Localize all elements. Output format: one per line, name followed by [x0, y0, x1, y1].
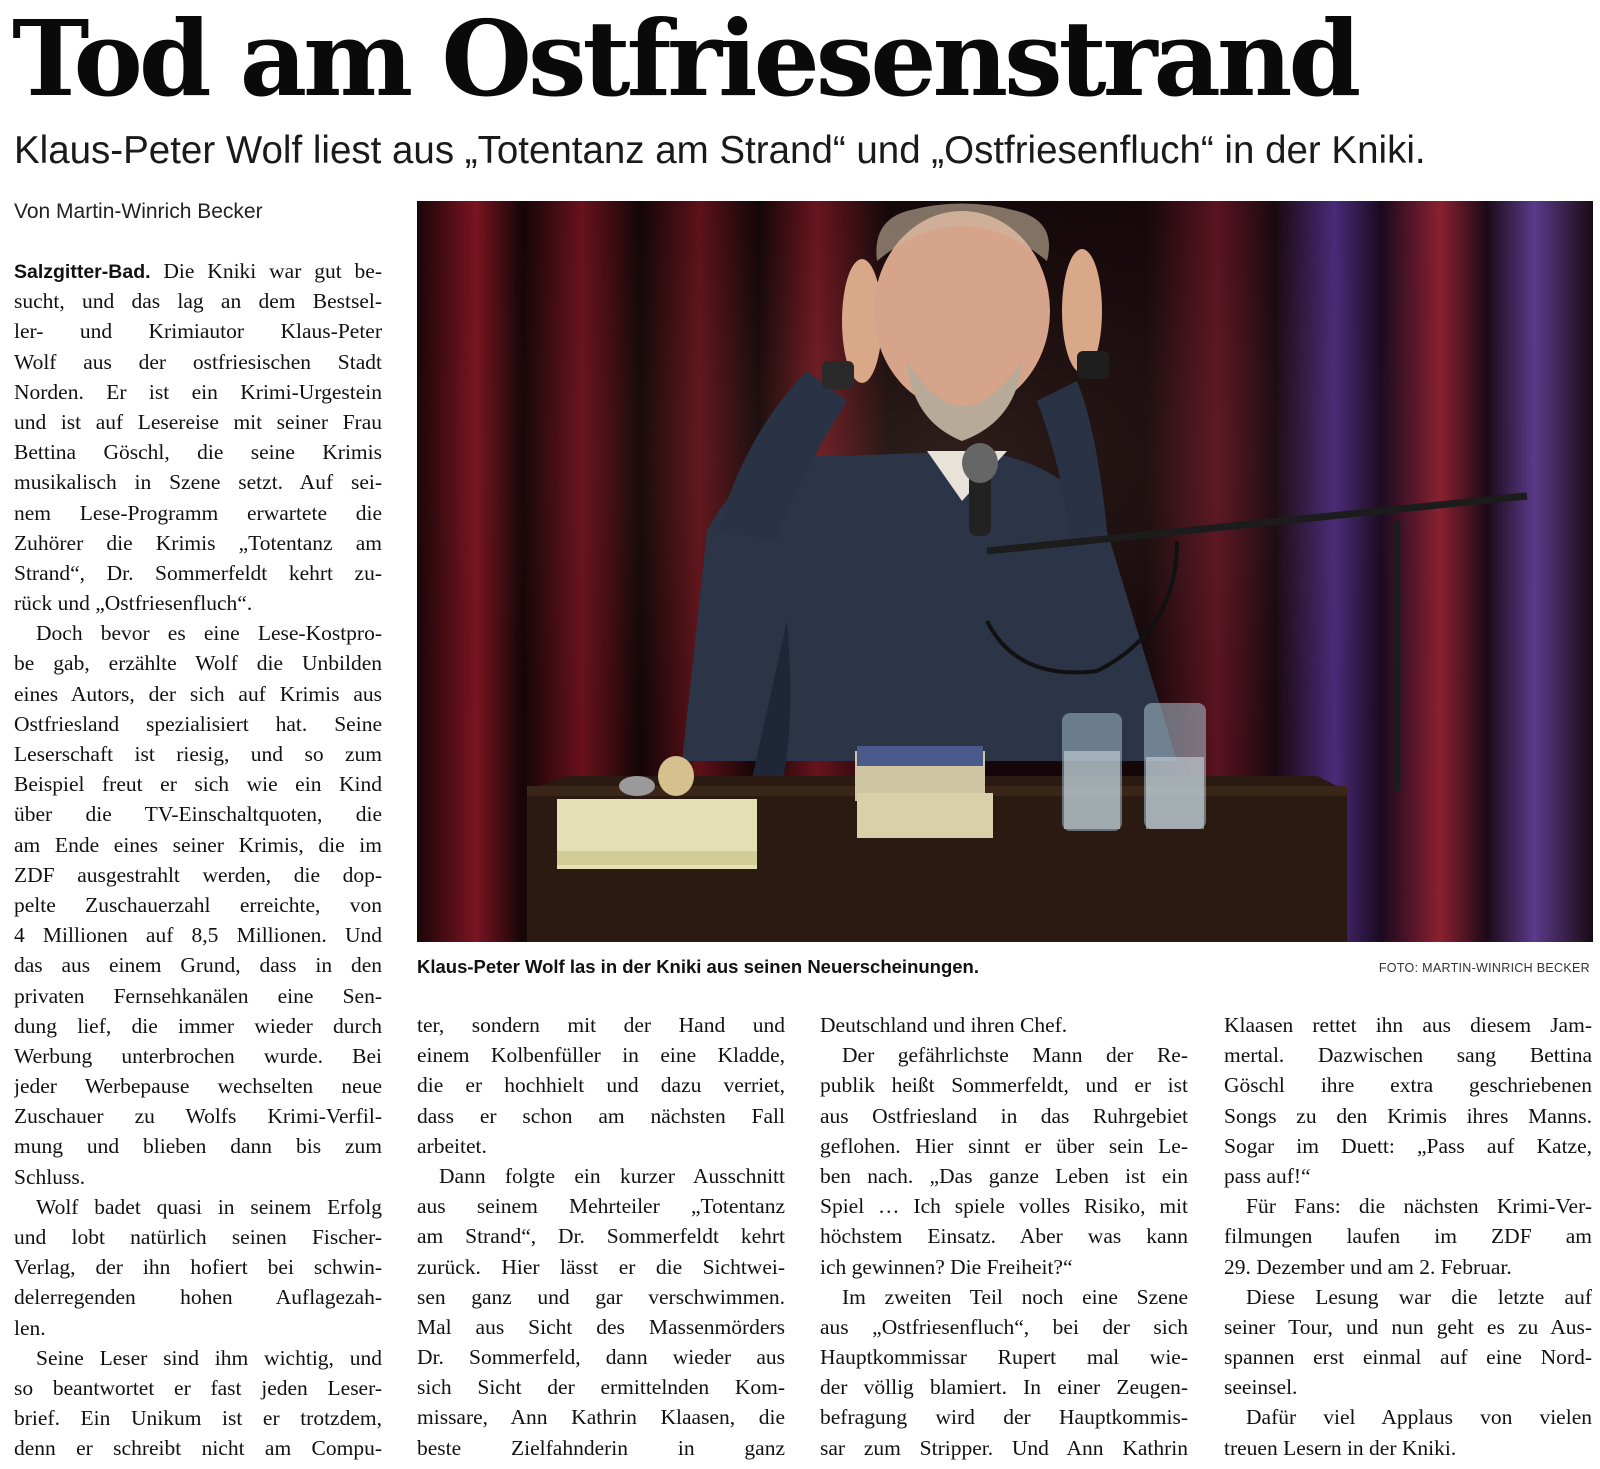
text-line: mung und blieben dann bis zum — [14, 1134, 382, 1159]
text-line: arbeitet. — [417, 1133, 487, 1158]
text-line: Sogar im Duett: „Pass auf Katze, — [1224, 1133, 1592, 1158]
text-column-3 — [820, 1010, 1188, 1463]
text-line: höchstem Einsatz. Aber was kann — [820, 1224, 1188, 1249]
text-line: Beispiel freut er sich wie ein Kind — [14, 772, 382, 797]
subheadline: Klaus-Peter Wolf liest aus „Totentanz am Strand“ und „Ostfriesenfluch“ in der Kniki. — [14, 129, 1426, 172]
text-line: Songs zu den Krimis ihres Manns. — [1224, 1103, 1592, 1128]
text-line: brief. Ein Unikum ist er trotzdem, — [14, 1406, 382, 1431]
text-line: Mal aus Sicht des Massenmörders — [417, 1314, 785, 1339]
text-span: Die Kniki war gut be- — [150, 259, 382, 283]
article-photo — [417, 201, 1593, 942]
text-line: seiner Tour, und nun geht es zu Aus- — [1224, 1314, 1592, 1339]
text-line: Strand“, Dr. Sommerfeldt kehrt zu- — [14, 560, 382, 585]
text-line: und ist auf Lesereise mit seiner Frau — [14, 409, 382, 434]
text-line: filmungen laufen im ZDF am — [1224, 1224, 1592, 1249]
text-line: beste Zielfahnderin in ganz — [417, 1435, 785, 1460]
text-line: missare, Ann Kathrin Klaasen, die — [417, 1405, 785, 1430]
text-line: delerregenden hohen Auflagezah- — [14, 1285, 382, 1310]
text-line: Spiel … Ich spiele volles Risiko, mit — [820, 1194, 1188, 1219]
text-line: len. — [14, 1315, 46, 1340]
text-line: Bettina Göschl, die seine Krimis — [14, 440, 382, 465]
text-line: Leserschaft ist riesig, und so zum — [14, 742, 382, 766]
text-line: aus seinem Mehrteiler „Totentanz — [417, 1194, 785, 1219]
text-line: Klaasen rettet ihn aus diesem Jam- — [1224, 1013, 1592, 1037]
text-line: Zuhörer die Krimis „Totentanz am — [14, 530, 382, 555]
text-column-2 — [417, 1010, 785, 1463]
text-line: eines Autors, der sich auf Krimis aus — [14, 681, 382, 706]
text-line: ter, sondern mit der Hand und — [417, 1013, 785, 1037]
text-line: über die TV-Einschaltquoten, die — [14, 802, 382, 827]
text-line: so beantwortet er fast jeden Leser- — [14, 1375, 382, 1400]
text-line: ZDF ausgestrahlt werden, die dop- — [14, 862, 382, 887]
text-line: jeder Werbepause wechselten neue — [14, 1074, 382, 1099]
text-line: Für Fans: die nächsten Krimi-Ver- — [1246, 1194, 1592, 1219]
text-line: musikalisch in Szene setzt. Auf sei- — [14, 470, 382, 495]
text-line: Verlag, der ihn hofiert bei schwin- — [14, 1255, 382, 1280]
text-line: treuen Lesern in der Kniki. — [1224, 1435, 1457, 1460]
text-line: Der gefährlichste Mann der Re- — [842, 1043, 1188, 1068]
text-line: das aus einem Grund, dass in den — [14, 953, 382, 978]
text-line: seeinsel. — [1224, 1375, 1298, 1400]
text-column-1 — [14, 256, 382, 1464]
dateline: Salzgitter-Bad. — [14, 261, 151, 283]
photo-credit: FOTO: MARTIN-WINRICH BECKER — [1378, 961, 1590, 975]
text-line: Dr. Sommerfeld, dann wieder aus — [417, 1345, 785, 1370]
text-line: 4 Millionen auf 8,5 Millionen. Und — [14, 923, 382, 948]
text-line: Schluss. — [14, 1164, 86, 1189]
text-line: sucht, und das lag an dem Bestsel- — [14, 289, 382, 314]
photo-caption: Klaus-Peter Wolf las in der Kniki aus seinen Neuerscheinungen. — [417, 956, 980, 977]
text-line: die er hochhielt und dazu verriet, — [417, 1073, 785, 1098]
text-line: der völlig blamiert. In einer Zeugen- — [820, 1375, 1188, 1400]
text-line: Werbung unterbrochen wurde. Bei — [14, 1043, 382, 1068]
text-line: ich gewinnen? Die Freiheit?“ — [820, 1254, 1073, 1279]
text-line: dung lief, die immer wieder durch — [14, 1013, 382, 1038]
text-line: aus „Ostfriesenfluch“, bei der sich — [820, 1314, 1188, 1339]
text-line: denn er schreibt nicht am Compu- — [14, 1436, 382, 1461]
text-line: be gab, erzählte Wolf die Unbilden — [14, 651, 382, 676]
text-line: ben nach. „Das ganze Leben ist ein — [820, 1163, 1188, 1188]
text-line: Dann folgte ein kurzer Ausschnitt — [439, 1163, 785, 1188]
text-line: privaten Fernsehkanälen eine Sen- — [14, 983, 382, 1008]
text-line: befragung wird der Hauptkommis- — [820, 1405, 1188, 1430]
text-line: rück und „Ostfriesenfluch“. — [14, 591, 253, 616]
text-line: und lobt natürlich seinen Fischer- — [14, 1225, 382, 1249]
text-line: sen ganz und gar verschwimmen. — [417, 1284, 785, 1309]
text-line: nem Lese-Programm erwartete die — [14, 500, 382, 525]
text-line: einem Kolbenfüller in eine Kladde, — [417, 1043, 785, 1068]
text-line: spannen erst einmal auf eine Nord- — [1224, 1345, 1592, 1370]
text-line: Göschl ihre extra geschriebenen — [1224, 1073, 1592, 1098]
text-line: Deutschland und ihren Chef. — [820, 1013, 1068, 1037]
text-column-4 — [1224, 1010, 1592, 1463]
text-line: Norden. Er ist ein Krimi-Urgestein — [14, 379, 382, 404]
text-line: sar zum Stripper. Und Ann Kathrin — [820, 1435, 1188, 1460]
text-line: dass er schon am nächsten Fall — [417, 1103, 785, 1128]
text-line: zurück. Hier lässt er die Sichtwei- — [417, 1254, 785, 1279]
text-line: publik heißt Sommerfeldt, und er ist — [820, 1073, 1188, 1098]
text-line: am Ende eines seiner Krimis, die im — [14, 832, 382, 857]
text-line: am Strand“, Dr. Sommerfeldt kehrt — [417, 1224, 785, 1249]
text-line: Zuschauer zu Wolfs Krimi-Verfil- — [14, 1104, 382, 1129]
text-line: Im zweiten Teil noch eine Szene — [842, 1284, 1188, 1309]
text-line: Doch bevor es eine Lese-Kostpro- — [36, 621, 382, 646]
text-line: geflohen. Hier sinnt er über sein Le- — [820, 1133, 1188, 1158]
text-line: Diese Lesung war die letzte auf — [1246, 1284, 1592, 1309]
text-line: pass auf!“ — [1224, 1163, 1311, 1188]
text-line: pelte Zuschauerzahl erreichte, von — [14, 892, 382, 917]
headline: Tod am Ostfriesenstrand — [12, 0, 1358, 120]
text-line: aus Ostfriesland in das Ruhrgebiet — [820, 1103, 1188, 1128]
photo-illustration — [417, 201, 1593, 942]
text-line: Hauptkommissar Rupert mal wie- — [820, 1345, 1188, 1370]
text-line: ler- und Krimiautor Klaus-Peter — [14, 319, 382, 344]
byline: Von Martin-Winrich Becker — [14, 200, 263, 223]
text-line: Wolf badet quasi in seinem Erfolg — [36, 1194, 382, 1219]
text-line: sich Sicht der ermittelnden Kom- — [417, 1375, 785, 1400]
text-line: Dafür viel Applaus von vielen — [1246, 1405, 1592, 1430]
text-line: Ostfriesland spezialisiert hat. Seine — [14, 711, 382, 736]
text-line: Wolf aus der ostfriesischen Stadt — [14, 349, 382, 374]
text-line: 29. Dezember und am 2. Februar. — [1224, 1254, 1512, 1279]
text-line: Seine Leser sind ihm wichtig, und — [36, 1345, 382, 1370]
text-line — [14, 256, 382, 286]
text-line: mertal. Dazwischen sang Bettina — [1224, 1043, 1592, 1068]
